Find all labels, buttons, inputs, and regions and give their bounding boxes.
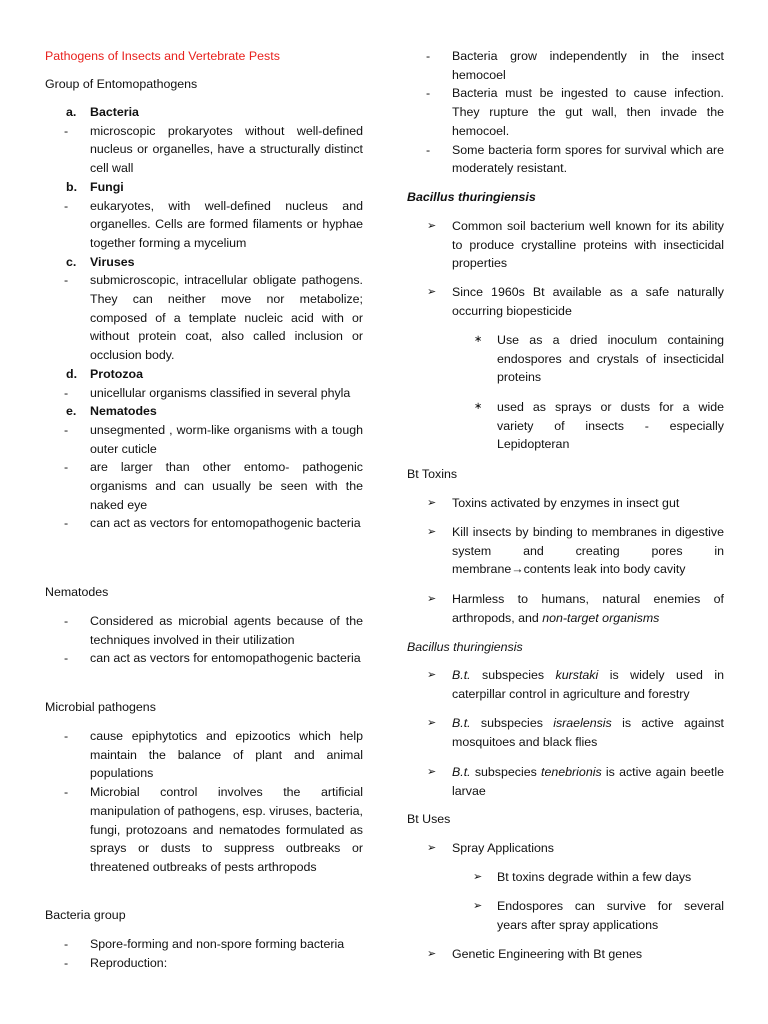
nematode-point: - are larger than other entomo- pathogenic organisms and can usually be seen with the naked eye bbox=[64, 460, 363, 512]
arrow-bullet-icon: ➢ bbox=[427, 669, 437, 681]
arrow-bullet-icon: ➢ bbox=[427, 593, 437, 605]
microbial-list bbox=[45, 727, 363, 877]
group-bacteria-desc: - microscopic prokaryotes without well-defined nucleus or organelles, have a structurally distinct cell wall bbox=[64, 123, 363, 176]
arrow-bullet-icon: ➢ bbox=[427, 717, 437, 729]
arrow-bullet-icon: ➢ bbox=[427, 842, 437, 854]
arrow-bullet-icon: ➢ bbox=[427, 286, 437, 298]
microbial-heading: Microbial pathogens bbox=[45, 700, 156, 714]
group-bacteria-title: a. Bacteria bbox=[66, 105, 139, 119]
page-title: Pathogens of Insects and Vertebrate Pests bbox=[45, 49, 280, 63]
arrow-bullet-icon: ➢ bbox=[427, 220, 437, 232]
bt-subpoint: ∗ used as sprays or dusts for a wide variety of insects - especially Lepidopteran bbox=[474, 400, 724, 452]
nematode-point: - unsegmented , worm-like organisms with a tough outer cuticle bbox=[64, 422, 363, 456]
bacteria-group-point: - Reproduction: bbox=[64, 955, 168, 970]
bt-toxins-heading: Bt Toxins bbox=[407, 467, 458, 481]
subspecies-point: ➢ B.t. subspecies kurstaki is widely used in caterpillar control in agriculture and forestry bbox=[427, 668, 725, 701]
use-point: ➢ Spray Applications bbox=[407, 839, 724, 858]
microbial-point: - Microbial control involves the artificial manipulation of pathogens, esp. viruses, bacteria, fungi, protozoans and nematodes formulated as sprays or dusts to suppress outbreaks or threatened outbreaks of pests arthropods bbox=[64, 785, 363, 874]
bacteria-group-point: - Spore-forming and non-spore forming bacteria bbox=[64, 937, 345, 951]
bt-species-heading: Bacillus thuringiensis bbox=[407, 640, 523, 654]
group-nematodes-title: e. Nematodes bbox=[66, 404, 157, 419]
arrow-bullet-icon: ➢ bbox=[427, 526, 437, 538]
star-bullet-icon: ∗ bbox=[474, 401, 483, 412]
arrow-bullet-icon: ➢ bbox=[427, 766, 437, 778]
microbial-point: - cause epiphytotics and epizootics which help maintain the balance of plant and animal populations bbox=[64, 729, 363, 781]
toxin-point: ➢ Toxins activated by enzymes in insect gut bbox=[407, 494, 724, 513]
bt-subpoint: ∗ Use as a dried inoculum containing endospores and crystals of insecticidal proteins bbox=[474, 333, 724, 385]
toxin-point: ➢ Kill insects by binding to membranes in digestive system and creating pores in membrane→contents leak into body cavity bbox=[427, 525, 724, 577]
bacteria-group-list bbox=[45, 935, 363, 972]
arrow-bullet-icon: ➢ bbox=[473, 900, 483, 912]
group-fungi-desc: - eukaryotes, with well-defined nucleus and organelles. Cells are formed filaments or hyphae together forming a mycelium bbox=[64, 198, 363, 250]
bt-point: ➢ Since 1960s Bt available as a safe naturally occurring biopesticide bbox=[427, 285, 724, 318]
bacteria-fact: - Some bacteria form spores for survival which are moderately resistant. bbox=[426, 142, 724, 176]
group-viruses-title: c. Viruses bbox=[66, 254, 135, 269]
arrow-bullet-icon: ➢ bbox=[427, 948, 437, 960]
nematodes-heading: Nematodes bbox=[45, 585, 109, 599]
bacteria-group-heading: Bacteria group bbox=[45, 908, 126, 922]
spray-subpoint: ➢ Bt toxins degrade within a few days bbox=[407, 868, 724, 887]
toxin-point-harmless: ➢ Harmless to humans, natural enemies of arthropods, and non-target organisms bbox=[427, 592, 724, 625]
bacteria-facts-list bbox=[407, 47, 724, 178]
spray-subpoint: ➢ Endospores can survive for several years after spray applications bbox=[473, 899, 724, 932]
use-point: ➢ Genetic Engineering with Bt genes bbox=[407, 945, 724, 964]
subspecies-point: ➢ B.t. subspecies israelensis is active against mosquitoes and black flies bbox=[427, 716, 724, 749]
nematode-point: - can act as vectors for entomopathogenic bacteria bbox=[64, 516, 361, 531]
nematodes-point: - Considered as microbial agents because of the techniques involved in their utilization bbox=[64, 614, 363, 647]
group-heading: Group of Entomopathogens bbox=[45, 77, 198, 91]
group-protozoa-title: d. Protozoa bbox=[66, 366, 144, 381]
arrow-bullet-icon: ➢ bbox=[473, 871, 483, 883]
subspecies-point: ➢ B.t. subspecies tenebrionis is active again beetle larvae bbox=[427, 765, 724, 798]
arrow-bullet-icon: ➢ bbox=[427, 497, 437, 509]
bt-heading: Bacillus thuringiensis bbox=[407, 190, 536, 204]
bt-point: ➢ Common soil bacterium well known for its ability to produce crystalline proteins with insecticidal properties bbox=[427, 219, 724, 271]
star-bullet-icon: ∗ bbox=[474, 334, 483, 345]
nematodes-point: - can act as vectors for entomopathogenic bacteria bbox=[64, 651, 361, 666]
group-list bbox=[45, 103, 363, 533]
group-viruses-desc: - submicroscopic, intracellular obligate pathogens. They can neither move nor metabolize; composed of a template nucleic acid with or without protein coat, also called inclusion or occlusion body. bbox=[64, 273, 363, 363]
bacteria-fact: - Bacteria grow independently in the insect hemocoel bbox=[426, 49, 724, 82]
group-fungi-title: b. Fungi bbox=[66, 179, 124, 194]
nematodes-list bbox=[45, 612, 363, 668]
bt-uses-heading: Bt Uses bbox=[407, 812, 451, 826]
bacteria-fact: - Bacteria must be ingested to cause infection. They rupture the gut wall, then invade the hemocoel. bbox=[426, 86, 724, 138]
group-protozoa-desc: - unicellular organisms classified in several phyla bbox=[64, 385, 351, 400]
